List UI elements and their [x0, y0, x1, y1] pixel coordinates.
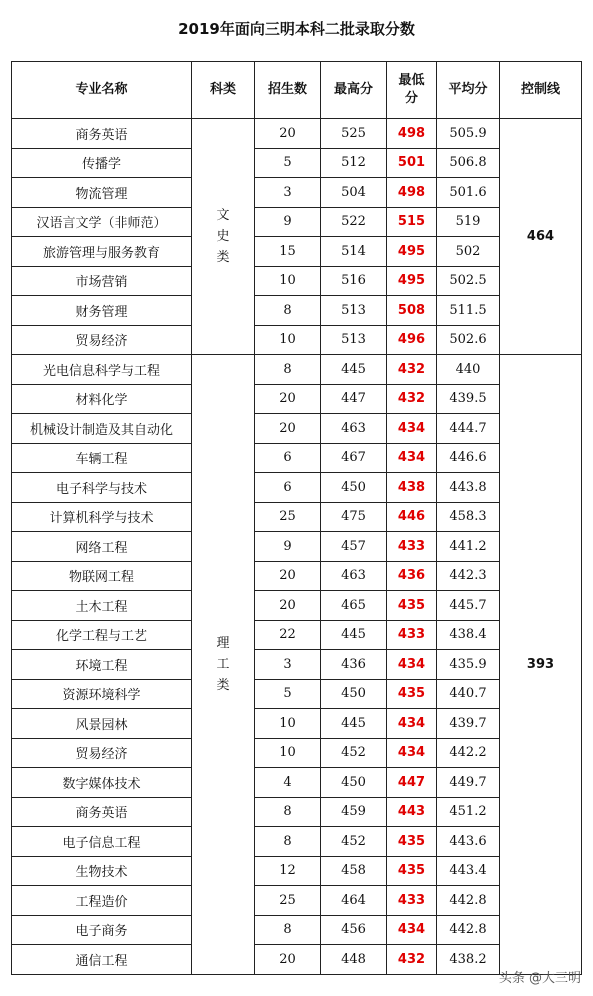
table-row [12, 119, 582, 149]
enroll-count: 20 [255, 384, 321, 414]
table-row [12, 650, 582, 680]
max-score: 525 [321, 119, 387, 149]
max-score: 475 [321, 502, 387, 532]
enroll-count: 3 [255, 178, 321, 208]
min-score: 433 [387, 620, 437, 650]
min-score: 432 [387, 945, 437, 975]
enroll-count: 6 [255, 473, 321, 503]
max-score: 463 [321, 561, 387, 591]
max-score: 465 [321, 591, 387, 621]
major-name: 土木工程 [12, 591, 192, 621]
table-row [12, 768, 582, 798]
major-name: 资源环境科学 [12, 679, 192, 709]
category-cell: 文 史 类 [192, 119, 255, 355]
min-score: 435 [387, 827, 437, 857]
avg-score: 443.8 [437, 473, 500, 503]
min-score: 433 [387, 886, 437, 916]
avg-score: 438.4 [437, 620, 500, 650]
enroll-count: 20 [255, 561, 321, 591]
enroll-count: 9 [255, 532, 321, 562]
max-score: 445 [321, 355, 387, 385]
table-row [12, 355, 582, 385]
table-row [12, 148, 582, 178]
max-score: 513 [321, 296, 387, 326]
avg-score: 440.7 [437, 679, 500, 709]
min-score: 443 [387, 797, 437, 827]
avg-score: 446.6 [437, 443, 500, 473]
table-body [12, 119, 582, 975]
table-row [12, 266, 582, 296]
max-score: 514 [321, 237, 387, 267]
avg-score: 502.6 [437, 325, 500, 355]
header-min: 最低 分 [387, 62, 437, 119]
table-row [12, 502, 582, 532]
min-score: 498 [387, 178, 437, 208]
table-row [12, 915, 582, 945]
min-score: 515 [387, 207, 437, 237]
avg-score: 439.5 [437, 384, 500, 414]
table-row [12, 384, 582, 414]
header-max: 最高分 [321, 62, 387, 119]
major-name: 财务管理 [12, 296, 192, 326]
header-row [12, 62, 582, 119]
enroll-count: 8 [255, 296, 321, 326]
table-row [12, 207, 582, 237]
table-row [12, 237, 582, 267]
max-score: 445 [321, 620, 387, 650]
major-name: 传播学 [12, 148, 192, 178]
min-score: 496 [387, 325, 437, 355]
max-score: 450 [321, 679, 387, 709]
min-score: 446 [387, 502, 437, 532]
major-name: 物流管理 [12, 178, 192, 208]
avg-score: 451.2 [437, 797, 500, 827]
max-score: 436 [321, 650, 387, 680]
min-score: 447 [387, 768, 437, 798]
table-row [12, 886, 582, 916]
min-score: 433 [387, 532, 437, 562]
major-name: 风景园林 [12, 709, 192, 739]
admission-score-table [11, 61, 582, 975]
major-name: 汉语言文学（非师范） [12, 207, 192, 237]
avg-score: 449.7 [437, 768, 500, 798]
min-score: 434 [387, 650, 437, 680]
min-score: 434 [387, 709, 437, 739]
avg-score: 442.8 [437, 886, 500, 916]
table-row [12, 178, 582, 208]
min-score: 501 [387, 148, 437, 178]
max-score: 450 [321, 768, 387, 798]
max-score: 512 [321, 148, 387, 178]
enroll-count: 8 [255, 355, 321, 385]
enroll-count: 15 [255, 237, 321, 267]
max-score: 522 [321, 207, 387, 237]
header-count: 招生数 [255, 62, 321, 119]
min-score: 434 [387, 443, 437, 473]
min-score: 435 [387, 591, 437, 621]
avg-score: 502 [437, 237, 500, 267]
avg-score: 506.8 [437, 148, 500, 178]
major-name: 生物技术 [12, 856, 192, 886]
avg-score: 438.2 [437, 945, 500, 975]
avg-score: 443.6 [437, 827, 500, 857]
avg-score: 458.3 [437, 502, 500, 532]
table-row [12, 473, 582, 503]
enroll-count: 20 [255, 414, 321, 444]
table-row [12, 797, 582, 827]
avg-score: 443.4 [437, 856, 500, 886]
table-row [12, 709, 582, 739]
major-name: 车辆工程 [12, 443, 192, 473]
min-score: 495 [387, 266, 437, 296]
table-row [12, 856, 582, 886]
avg-score: 511.5 [437, 296, 500, 326]
min-score: 434 [387, 915, 437, 945]
max-score: 513 [321, 325, 387, 355]
table-row [12, 325, 582, 355]
major-name: 旅游管理与服务教育 [12, 237, 192, 267]
avg-score: 444.7 [437, 414, 500, 444]
min-score: 435 [387, 679, 437, 709]
watermark: 头条 @大三明 [498, 971, 581, 986]
max-score: 467 [321, 443, 387, 473]
max-score: 459 [321, 797, 387, 827]
max-score: 450 [321, 473, 387, 503]
major-name: 物联网工程 [12, 561, 192, 591]
table-row [12, 679, 582, 709]
enroll-count: 6 [255, 443, 321, 473]
header-avg: 平均分 [437, 62, 500, 119]
major-name: 机械设计制造及其自动化 [12, 414, 192, 444]
min-score: 432 [387, 384, 437, 414]
min-score: 498 [387, 119, 437, 149]
avg-score: 442.3 [437, 561, 500, 591]
major-name: 工程造价 [12, 886, 192, 916]
enroll-count: 10 [255, 325, 321, 355]
max-score: 463 [321, 414, 387, 444]
avg-score: 505.9 [437, 119, 500, 149]
max-score: 448 [321, 945, 387, 975]
enroll-count: 8 [255, 827, 321, 857]
major-name: 市场营销 [12, 266, 192, 296]
min-score: 436 [387, 561, 437, 591]
table-row [12, 738, 582, 768]
enroll-count: 20 [255, 945, 321, 975]
table-row [12, 620, 582, 650]
avg-score: 519 [437, 207, 500, 237]
enroll-count: 3 [255, 650, 321, 680]
min-score: 495 [387, 237, 437, 267]
major-name: 电子商务 [12, 915, 192, 945]
enroll-count: 8 [255, 797, 321, 827]
avg-score: 442.2 [437, 738, 500, 768]
enroll-count: 5 [255, 148, 321, 178]
major-name: 环境工程 [12, 650, 192, 680]
major-name: 光电信息科学与工程 [12, 355, 192, 385]
table-row [12, 414, 582, 444]
enroll-count: 25 [255, 502, 321, 532]
table-row [12, 296, 582, 326]
avg-score: 435.9 [437, 650, 500, 680]
table-row [12, 561, 582, 591]
avg-score: 445.7 [437, 591, 500, 621]
enroll-count: 20 [255, 591, 321, 621]
enroll-count: 4 [255, 768, 321, 798]
enroll-count: 25 [255, 886, 321, 916]
enroll-count: 12 [255, 856, 321, 886]
major-name: 贸易经济 [12, 325, 192, 355]
document-title: 2019年面向三明本科二批录取分数 [178, 20, 415, 38]
table-row [12, 532, 582, 562]
major-name: 商务英语 [12, 119, 192, 149]
major-name: 化学工程与工艺 [12, 620, 192, 650]
major-name: 材料化学 [12, 384, 192, 414]
min-score: 432 [387, 355, 437, 385]
max-score: 457 [321, 532, 387, 562]
control-line: 393 [500, 355, 582, 975]
header-category: 科类 [192, 62, 255, 119]
table-row [12, 945, 582, 975]
major-name: 电子科学与技术 [12, 473, 192, 503]
max-score: 516 [321, 266, 387, 296]
table-row [12, 591, 582, 621]
category-cell: 理 工 类 [192, 355, 255, 975]
max-score: 445 [321, 709, 387, 739]
avg-score: 502.5 [437, 266, 500, 296]
enroll-count: 10 [255, 266, 321, 296]
avg-score: 440 [437, 355, 500, 385]
enroll-count: 10 [255, 709, 321, 739]
avg-score: 442.8 [437, 915, 500, 945]
max-score: 452 [321, 738, 387, 768]
header-major: 专业名称 [12, 62, 192, 119]
enroll-count: 22 [255, 620, 321, 650]
min-score: 435 [387, 856, 437, 886]
major-name: 通信工程 [12, 945, 192, 975]
enroll-count: 20 [255, 119, 321, 149]
major-name: 计算机科学与技术 [12, 502, 192, 532]
major-name: 电子信息工程 [12, 827, 192, 857]
max-score: 504 [321, 178, 387, 208]
major-name: 数字媒体技术 [12, 768, 192, 798]
avg-score: 441.2 [437, 532, 500, 562]
enroll-count: 8 [255, 915, 321, 945]
enroll-count: 9 [255, 207, 321, 237]
max-score: 464 [321, 886, 387, 916]
max-score: 447 [321, 384, 387, 414]
table-row [12, 443, 582, 473]
major-name: 贸易经济 [12, 738, 192, 768]
major-name: 网络工程 [12, 532, 192, 562]
min-score: 438 [387, 473, 437, 503]
min-score: 508 [387, 296, 437, 326]
avg-score: 501.6 [437, 178, 500, 208]
min-score: 434 [387, 738, 437, 768]
table-row [12, 827, 582, 857]
control-line: 464 [500, 119, 582, 355]
min-score: 434 [387, 414, 437, 444]
enroll-count: 5 [255, 679, 321, 709]
enroll-count: 10 [255, 738, 321, 768]
major-name: 商务英语 [12, 797, 192, 827]
header-control: 控制线 [500, 62, 582, 119]
avg-score: 439.7 [437, 709, 500, 739]
max-score: 456 [321, 915, 387, 945]
max-score: 452 [321, 827, 387, 857]
max-score: 458 [321, 856, 387, 886]
